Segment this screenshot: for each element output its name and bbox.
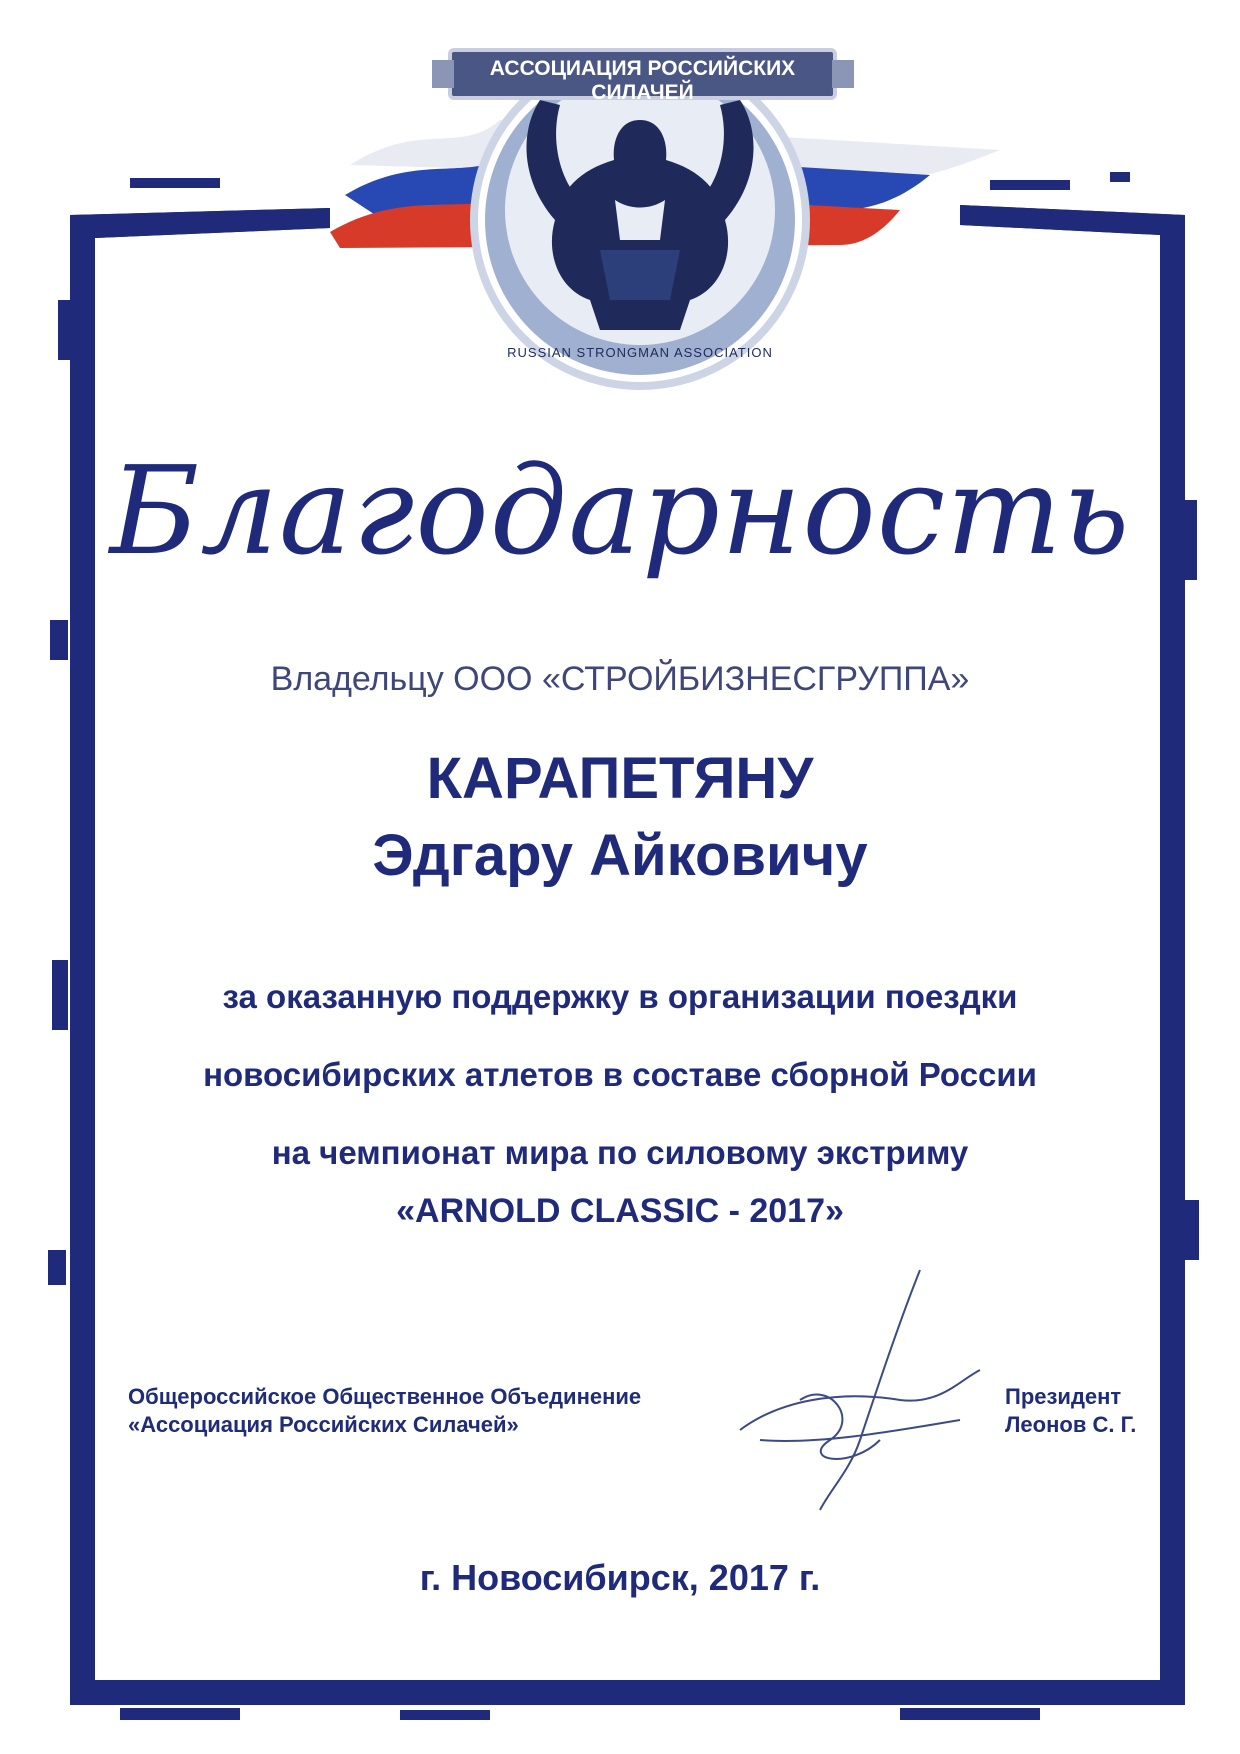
reason-text (0, 958, 1240, 1192)
signatory-name: Леонов С. Г. (1005, 1412, 1137, 1437)
organization-line: «Ассоциация Российских Силачей» (128, 1412, 519, 1437)
recipient-names: Эдгару Айковичу (372, 823, 868, 888)
page-title: Благодарность (109, 440, 1131, 582)
signatory-position: Президент (1005, 1384, 1122, 1409)
logo-banner-text: АССОЦИАЦИЯ РОССИЙСКИХ СИЛАЧЕЙ (489, 57, 796, 104)
place-date: г. Новосибирск, 2017 г. (419, 1557, 821, 1598)
event-name: «ARNOLD CLASSIC - 2017» (396, 1192, 844, 1230)
reason-line: за оказанную поддержку в организации поездки (222, 978, 1018, 1015)
reason-line: новосибирских атлетов в составе сборной России (203, 1056, 1037, 1093)
recipient-surname: КАРАПЕТЯНУ (426, 746, 814, 811)
organization-line: Общероссийское Общественное Объединение (128, 1384, 642, 1409)
recipient-company-line: Владельцу ООО «СТРОЙБИЗНЕСГРУППА» (270, 660, 970, 698)
organization-block (128, 1383, 641, 1439)
signatory-block (1005, 1383, 1136, 1439)
reason-line: на чемпионат мира по силовому экстриму (271, 1134, 969, 1171)
border-frame (48, 172, 1199, 1720)
logo-ring-text: RUSSIAN STRONGMAN ASSOCIATION (507, 345, 773, 360)
